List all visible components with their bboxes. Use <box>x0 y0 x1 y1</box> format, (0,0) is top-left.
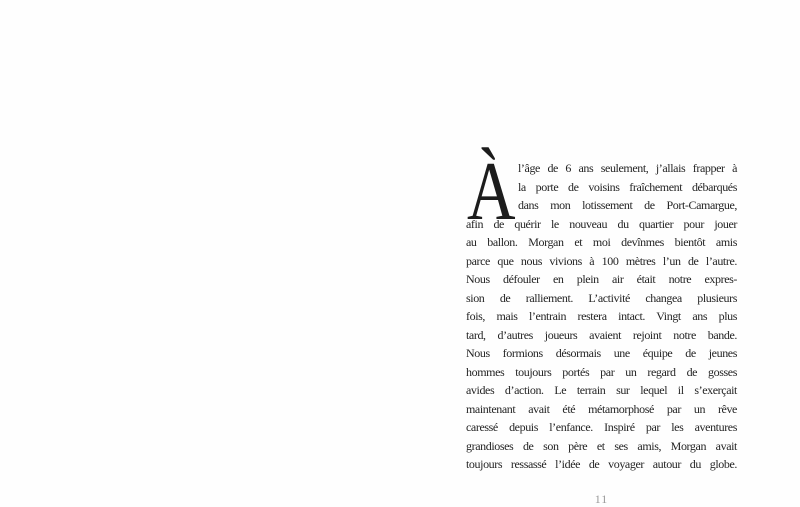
paragraph-line: l’âge de 6 ans seulement, j’allais frapper à <box>518 161 737 175</box>
paragraph-line: avides d’action. Le terrain sur lequel il s’exerçait <box>466 383 737 397</box>
paragraph-block <box>466 145 737 474</box>
paragraph-line: toujours ressassé l’idée de voyager autour du globe. <box>466 457 737 471</box>
drop-cap: À <box>467 145 516 238</box>
page-number: 11 <box>594 492 609 506</box>
paragraph-line: dans mon lotissement de Port-Camargue, <box>518 198 737 212</box>
paragraph-line: caressé depuis l’enfance. Inspiré par les aventures <box>466 420 737 434</box>
paragraph-line: grandioses de son père et ses amis, Morgan avait <box>466 438 737 453</box>
paragraph-line: maintenant avait été métamorphosé par un rêve <box>466 401 737 416</box>
paragraph-line: parce que nous vivions à 100 mètres l’un de l’autre. <box>466 253 737 268</box>
paragraph-line: hommes toujours portés par un regard de gosses <box>466 364 737 379</box>
paragraph-line: Nous formions désormais une équipe de jeunes <box>466 346 737 360</box>
paragraph-line: afin de quérir le nouveau du quartier pour jouer <box>466 216 737 231</box>
paragraph-line: la porte de voisins fraîchement débarqués <box>518 179 737 194</box>
paragraph-line: fois, mais l’entrain restera intact. Vingt ans plus <box>466 309 737 323</box>
paragraph-line: sion de ralliement. L’activité changea plusieurs <box>466 290 737 305</box>
paragraph-line: Nous défouler en plein air était notre expres- <box>466 272 737 286</box>
paragraph-line: au ballon. Morgan et moi devînmes bientôt amis <box>466 235 737 249</box>
paragraph-line: tard, d’autres joueurs avaient rejoint notre bande. <box>466 327 737 342</box>
